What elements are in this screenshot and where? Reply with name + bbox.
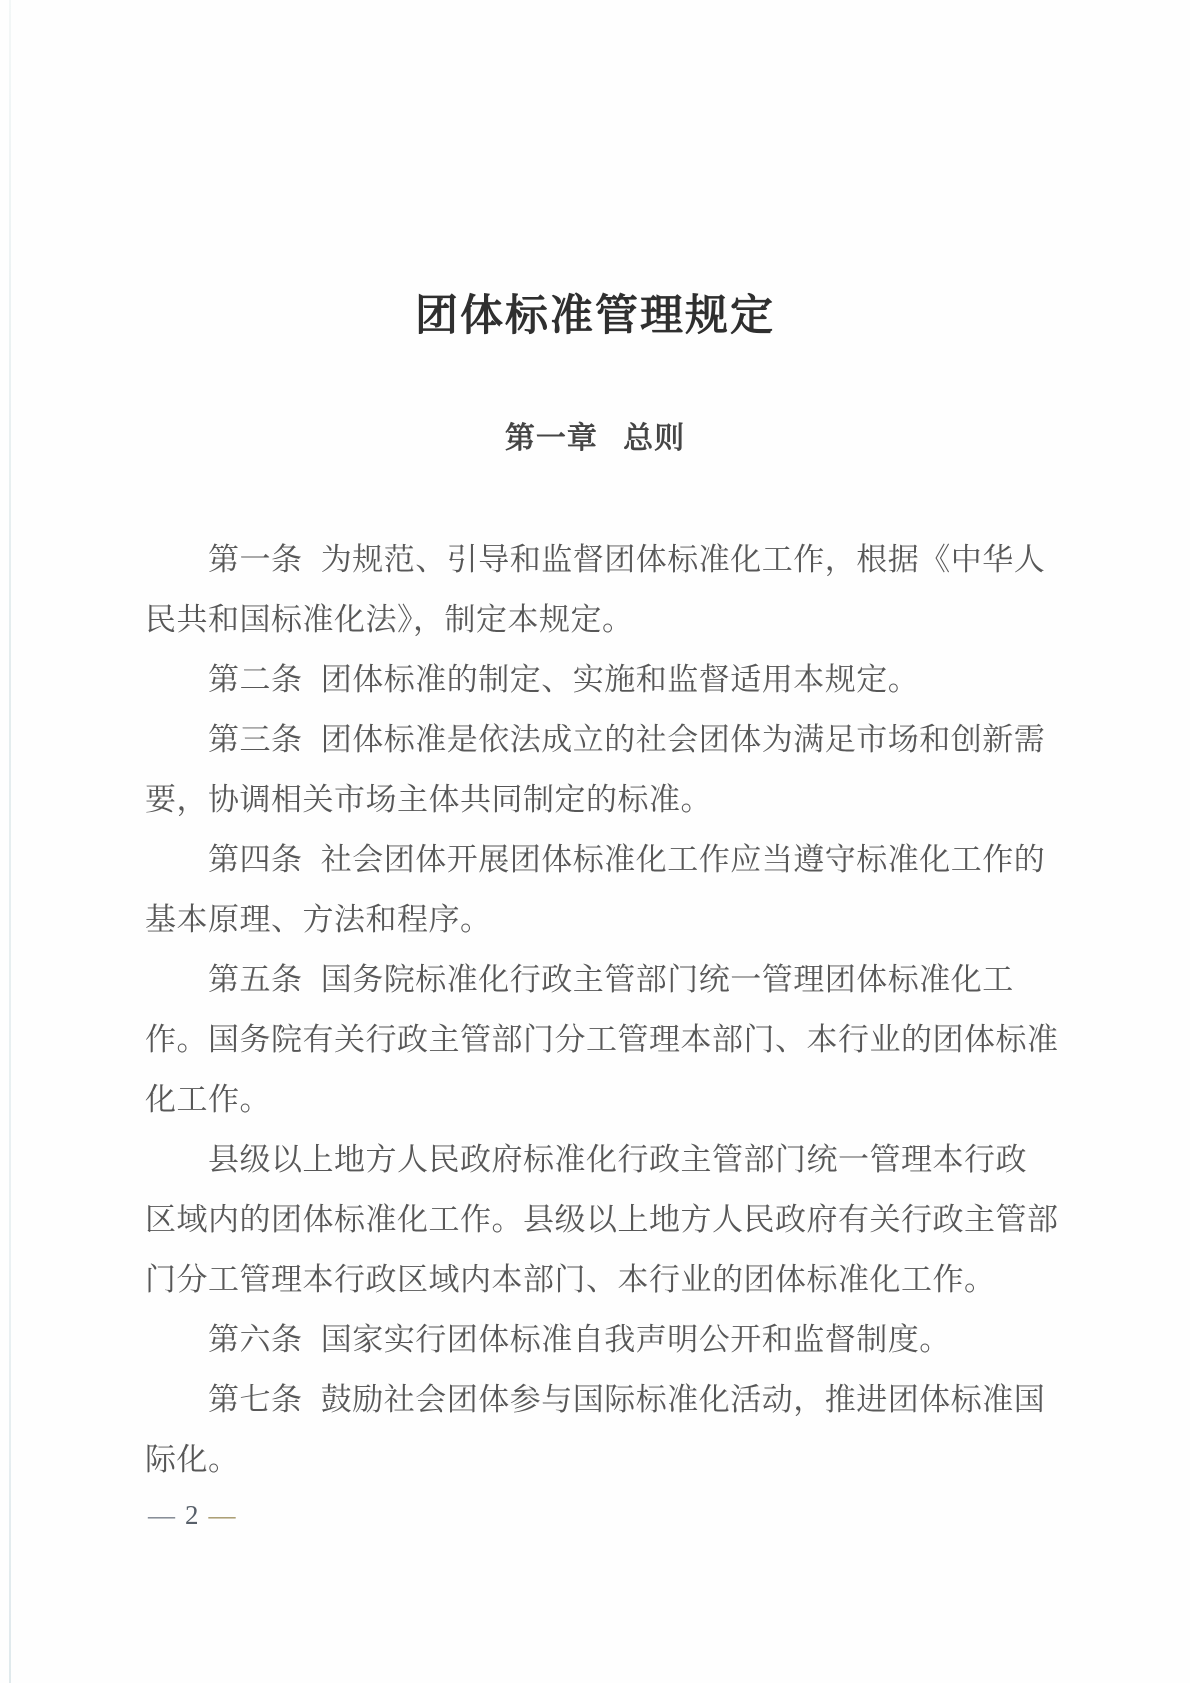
body-line: 化工作。 bbox=[145, 1082, 271, 1117]
body-line: 第二条 团体标准的制定、实施和监督适用本规定。 bbox=[208, 662, 920, 697]
body-line: 第五条 国务院标准化行政主管部门统一管理团体标准化工 bbox=[208, 962, 1014, 997]
body-line: 要，协调相关市场主体共同制定的标准。 bbox=[145, 782, 712, 817]
body-line: 门分工管理本行政区域内本部门、本行业的团体标准化工作。 bbox=[145, 1262, 996, 1297]
chapter-heading: 第一章 总则 bbox=[504, 422, 686, 455]
body-line: 际化。 bbox=[145, 1442, 240, 1477]
body-line: 作。国务院有关行政主管部门分工管理本部门、本行业的团体标准 bbox=[145, 1022, 1059, 1057]
document-title: 团体标准管理规定 bbox=[415, 293, 775, 340]
body-line: 基本原理、方法和程序。 bbox=[145, 902, 492, 937]
body-line: 民共和国标准化法》，制定本规定。 bbox=[145, 602, 634, 637]
page-number: 2 bbox=[185, 1500, 199, 1530]
footer-dash-left: — bbox=[148, 1500, 175, 1530]
footer-dash-right: — bbox=[208, 1500, 236, 1530]
page-footer bbox=[148, 1498, 236, 1532]
body-line: 第三条 团体标准是依法成立的社会团体为满足市场和创新需 bbox=[208, 722, 1046, 757]
body-line: 第四条 社会团体开展团体标准化工作应当遵守标准化工作的 bbox=[208, 842, 1046, 877]
scan-edge-artifact bbox=[9, 0, 11, 1683]
body-line: 第七条 鼓励社会团体参与国际标准化活动，推进团体标准国 bbox=[208, 1382, 1046, 1417]
body-line: 区域内的团体标准化工作。县级以上地方人民政府有关行政主管部 bbox=[145, 1202, 1059, 1237]
body-line: 第一条 为规范、引导和监督团体标准化工作，根据《中华人 bbox=[208, 542, 1046, 577]
body-line: 县级以上地方人民政府标准化行政主管部门统一管理本行政 bbox=[208, 1142, 1027, 1177]
body-line: 第六条 国家实行团体标准自我声明公开和监督制度。 bbox=[208, 1322, 951, 1357]
document-body bbox=[145, 530, 1059, 1490]
